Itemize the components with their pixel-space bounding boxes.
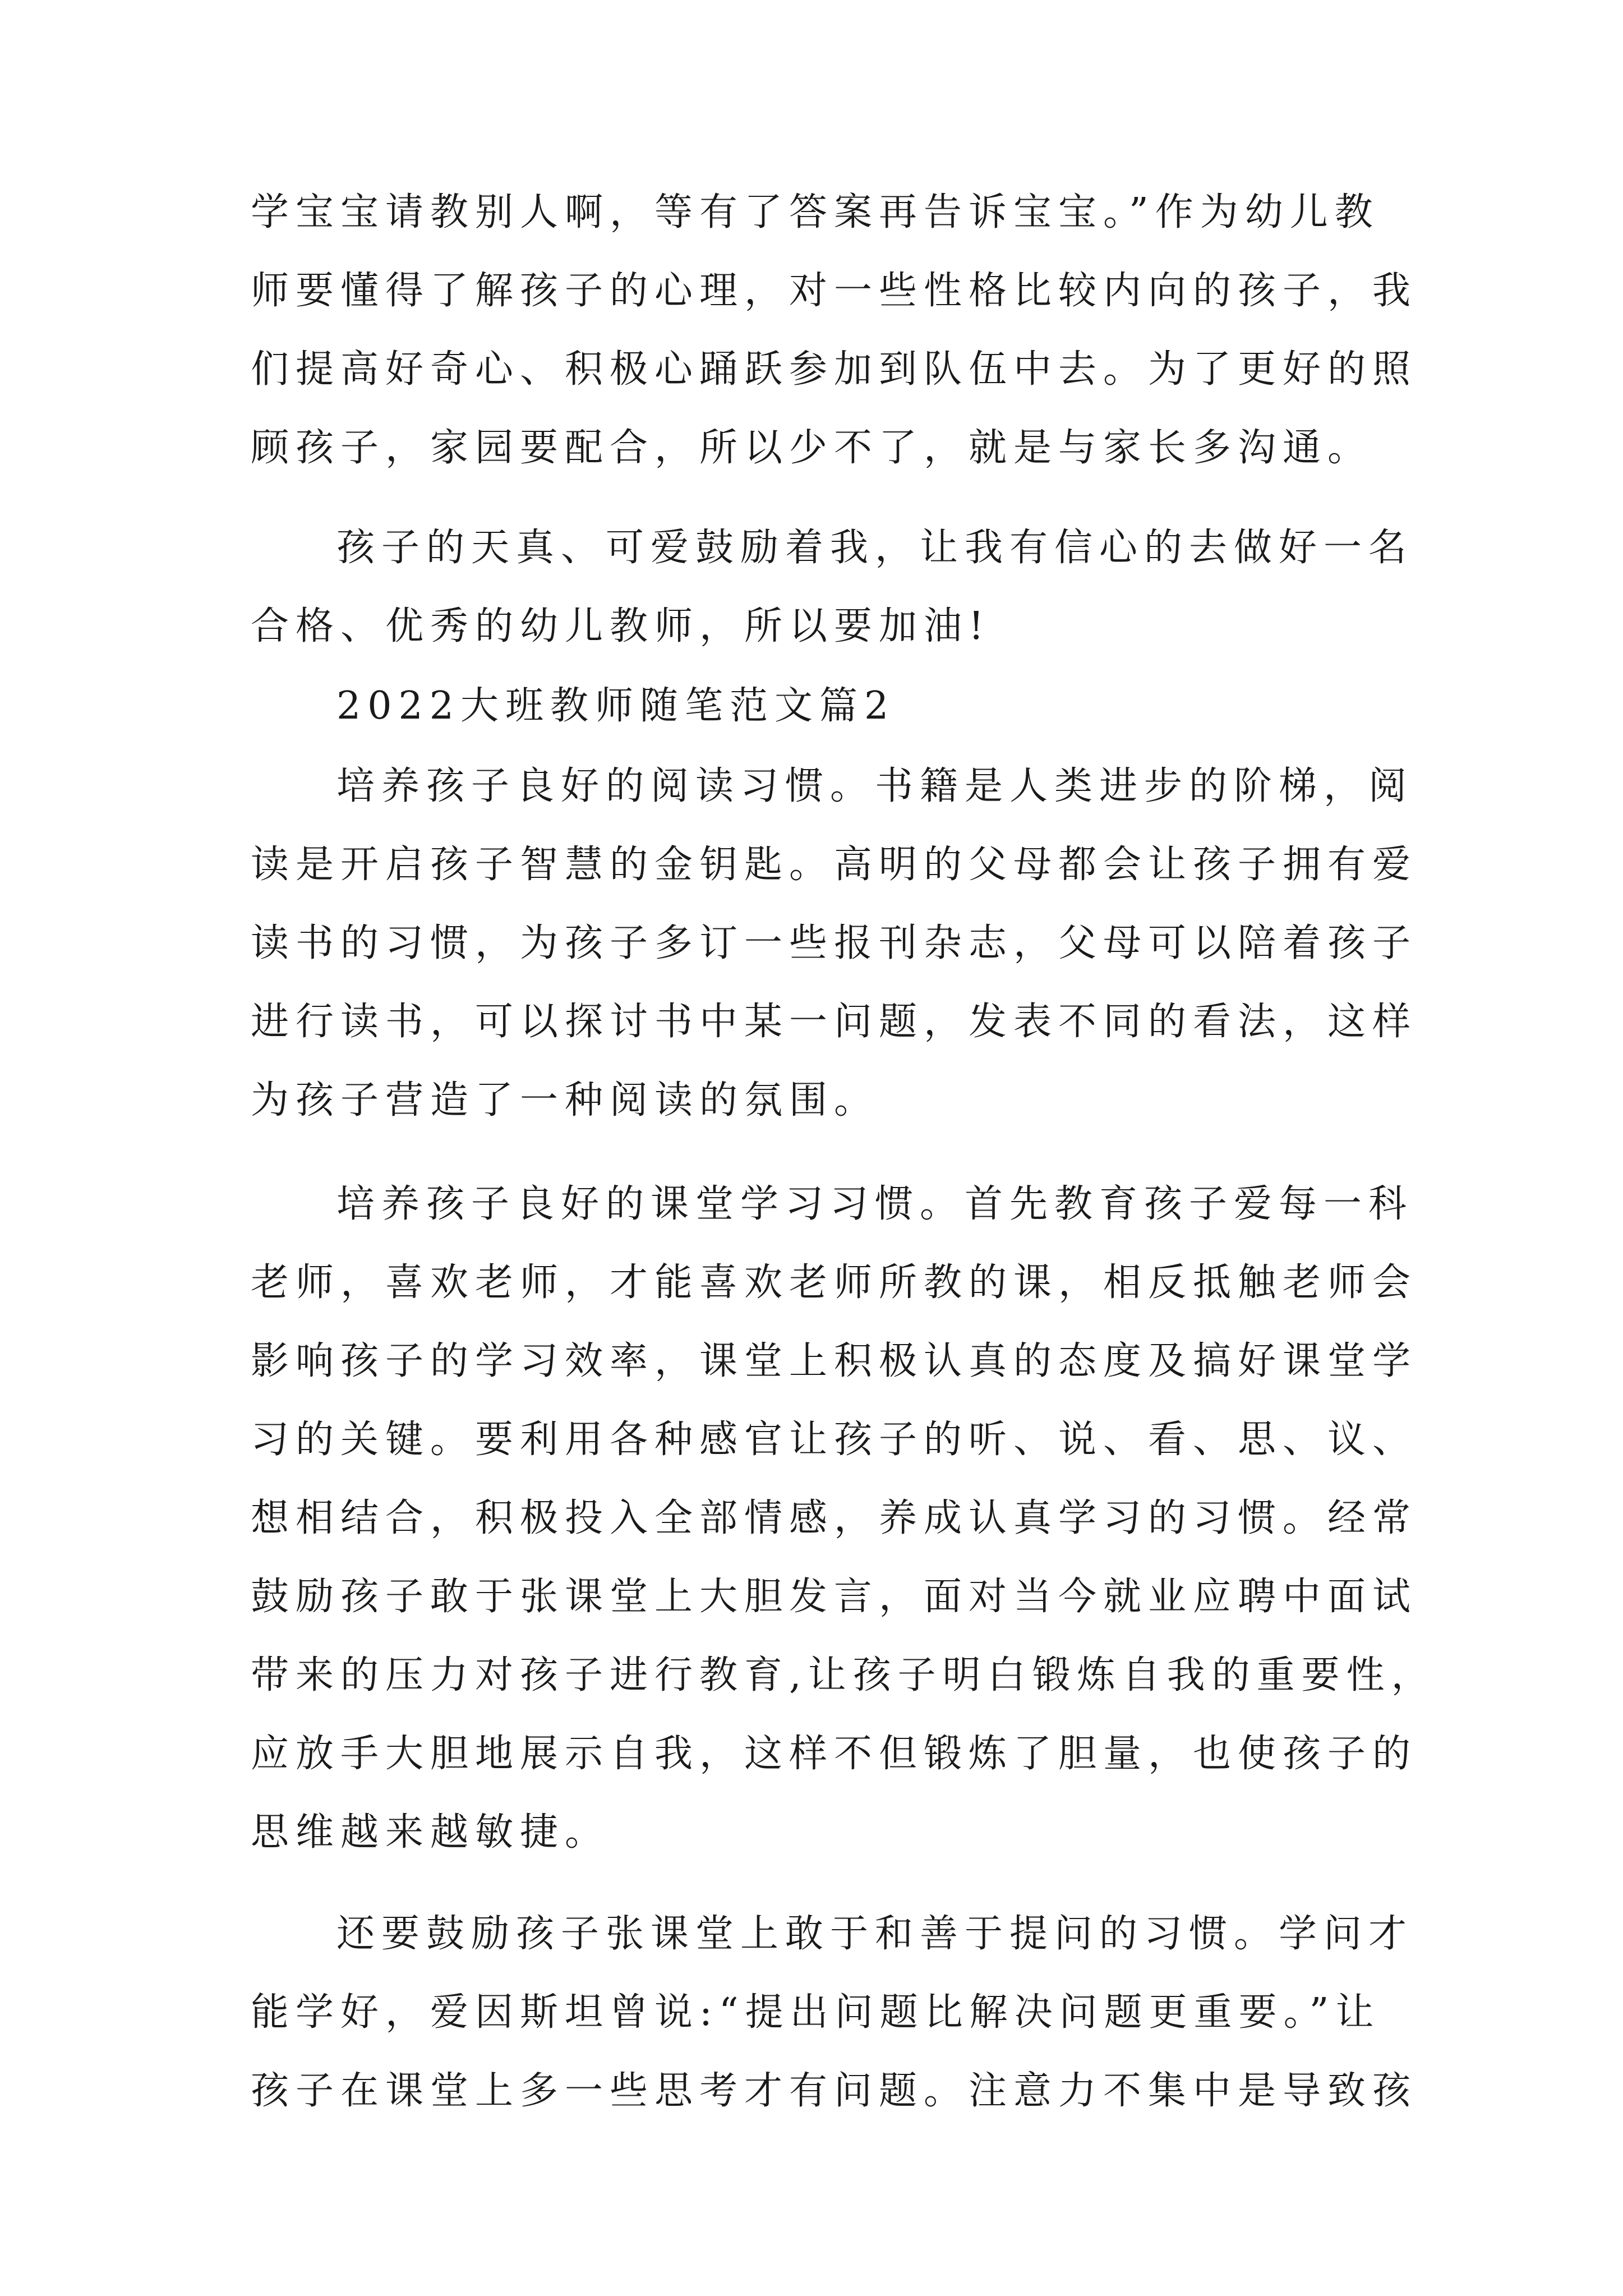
text-line: 思维越来越敏捷。 <box>251 1810 610 1855</box>
text-line: 孩子在课堂上多一些思考才有问题。注意力不集中是导致孩 <box>251 2069 1418 2113</box>
text-line: 能学好，爱因斯坦曾说:“提出问题比解决问题更重要。”让 <box>251 1990 1381 2035</box>
text-line: 学宝宝请教别人啊，等有了答案再告诉宝宝。”作为幼儿教 <box>251 190 1380 234</box>
paragraph-start-line: 还要鼓励孩子张课堂上敢于和善于提问的习惯。学问才 <box>336 1912 1414 1956</box>
text-line: 应放手大胆地展示自我，这样不但锻炼了胆量，也使孩子的 <box>251 1732 1418 1776</box>
text-line: 顾孩子，家园要配合，所以少不了，就是与家长多沟通。 <box>251 426 1373 470</box>
text-line: 进行读书，可以探讨书中某一问题，发表不同的看法，这样 <box>251 1000 1418 1044</box>
text-line: 想相结合，积极投入全部情感，养成认真学习的习惯。经常 <box>251 1496 1418 1540</box>
text-line: 读书的习惯，为孩子多订一些报刊杂志，父母可以陪着孩子 <box>251 921 1418 965</box>
text-line: 鼓励孩子敢于张课堂上大胆发言，面对当今就业应聘中面试 <box>251 1575 1418 1619</box>
text-line: 们提高好奇心、积极心踊跃参加到队伍中去。为了更好的照 <box>251 347 1418 392</box>
text-line: 习的关键。要利用各种感官让孩子的听、说、看、思、议、 <box>251 1418 1418 1462</box>
text-line: 影响孩子的学习效率，课堂上积极认真的态度及搞好课堂学 <box>251 1339 1418 1383</box>
text-line: 带来的压力对孩子进行教育,让孩子明白锻炼自我的重要性， <box>251 1653 1436 1697</box>
paragraph-start-line: 培养孩子良好的课堂学习习惯。首先教育孩子爱每一科 <box>336 1182 1414 1226</box>
paragraph-start-line: 孩子的天真、可爱鼓励着我，让我有信心的去做好一名 <box>336 526 1414 570</box>
text-line: 合格、优秀的幼儿教师，所以要加油! <box>251 604 991 648</box>
text-line: 老师，喜欢老师，才能喜欢老师所教的课，相反抵触老师会 <box>251 1260 1418 1305</box>
text-line: 为孩子营造了一种阅读的氛围。 <box>251 1078 879 1122</box>
text-line: 师要懂得了解孩子的心理，对一些性格比较内向的孩子，我 <box>251 269 1418 313</box>
section-heading: 2022大班教师随笔范文篇2 <box>336 684 896 728</box>
text-line: 读是开启孩子智慧的金钥匙。高明的父母都会让孩子拥有爱 <box>251 843 1418 887</box>
paragraph-start-line: 培养孩子良好的阅读习惯。书籍是人类进步的阶梯，阅 <box>336 764 1414 808</box>
